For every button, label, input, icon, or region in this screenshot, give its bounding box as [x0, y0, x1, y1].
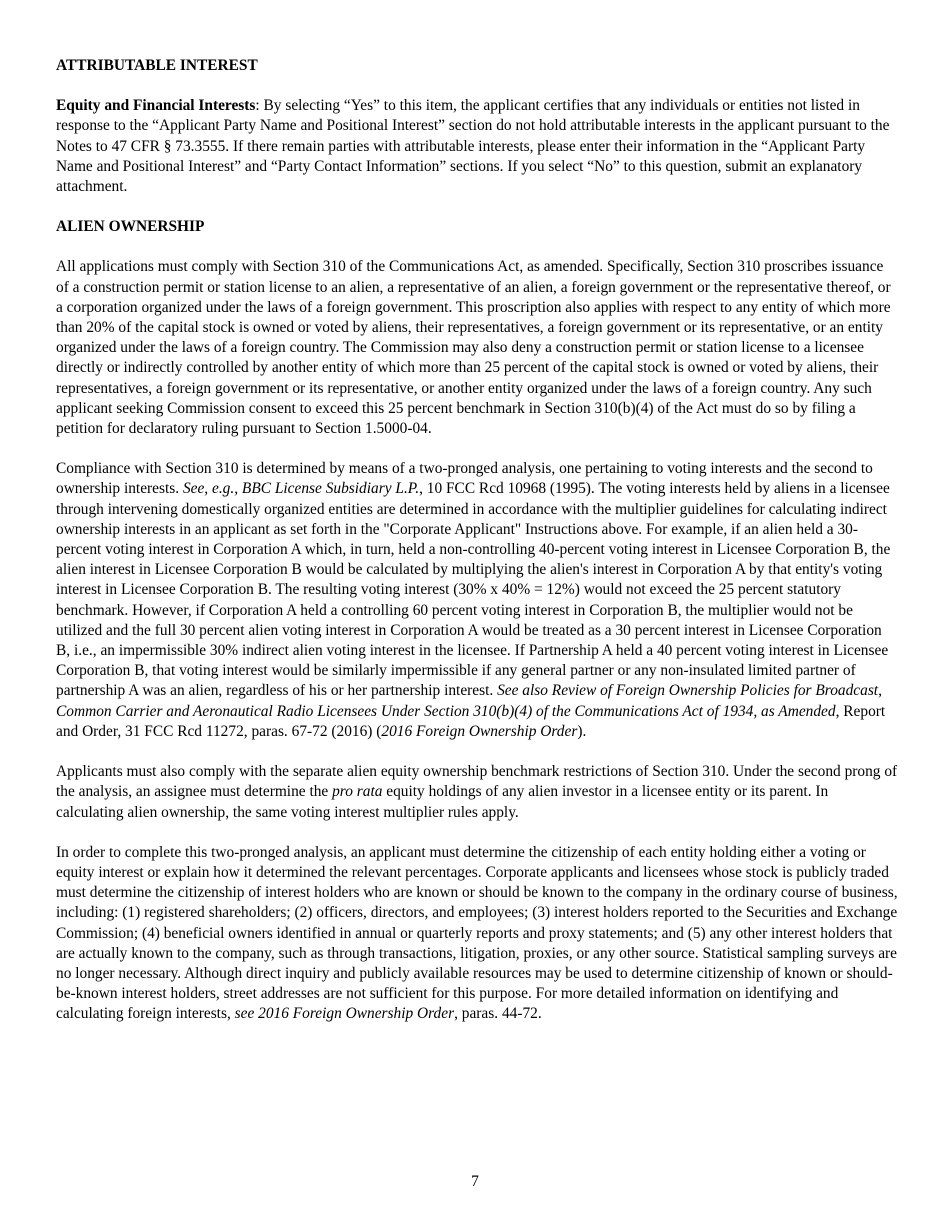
paragraph-text: ).	[577, 722, 587, 740]
paragraph-text: , 10 FCC Rcd 10968 (1995). The voting interests held by aliens in a licensee through intervening domestically organized entities are determined in accordance with the multiplier guidelines for calculating indirect ownership interests in an applicant as set forth in the "Corporate Applicant" Instructions above. For example, if an alien held a 30-percent voting interest in Corporation A which, in turn, held a non-controlling 40-percent voting interest in Licensee Corporation B, the alien interest in Licensee Corporation B would be calculated by multiplying the alien's interest in Corporation A by that entity's voting interest in Licensee Corporation B. The resulting voting interest (30% x 40% = 12%) would not exceed the 25 percent statutory benchmark. However, if Corporation A held a controlling 60 percent voting interest in Corporation B, the multiplier would not be utilized and the full 30 percent alien voting interest in Corporation A would be treated as a 30 percent interest in Licensee Corporation B, i.e., an impermissible 30% indirect alien voting interest in the licensee. If Partnership A held a 40 percent voting interest in Licensee Corporation B, that voting interest would be similarly impermissible if any general partner or any non-insulated limited partner of partnership A was an alien, regardless of his or her partnership interest.	[56, 480, 891, 700]
paragraph-text: , paras. 44-72.	[454, 1005, 542, 1023]
case-citation: See, e.g., BBC License Subsidiary L.P.	[182, 480, 420, 498]
page-number: 7	[471, 1173, 479, 1190]
paragraph-text: Compliance with Section 310 is determined by means of a two-pronged analysis, one pertaining to voting interests and the second to ownership interests.	[56, 460, 873, 498]
order-short-name: 2016 Foreign Ownership Order	[381, 722, 578, 740]
order-citation: see 2016 Foreign Ownership Order	[234, 1005, 455, 1023]
report-citation: See also Review of Foreign Ownership Policies for Broadcast, Common Carrier and Aeronautical Radio Licensees Under Section 310(b)(4) of the Communications Act of 1934, as Amended	[56, 682, 882, 720]
alien-ownership-paragraph-4	[56, 843, 898, 1025]
alien-ownership-paragraph-1: All applications must comply with Section 310 of the Communications Act, as amended. Specifically, Section 310 proscribes issuance of a construction permit or station license to an alien, a representative of an alien, a foreign government or the representative thereof, or a corporation organized under the laws of a foreign government. This proscription also applies with respect to any entity of which more than 20% of the capital stock is owned or voted by aliens, their representatives, a foreign government or its representative, or an entity organized under the laws of a foreign country. The Commission may also deny a construction permit or station license to a licensee directly or indirectly controlled by another entity of which more than 25 percent of the capital stock is owned or voted by aliens, their representatives, a foreign government or its representative, or another entity organized under the laws of a foreign country. Any such applicant seeking Commission consent to exceed this 25 percent benchmark in Section 310(b)(4) of the Act must do so by filing a petition for declaratory ruling pursuant to Section 1.5000-04.	[56, 258, 891, 438]
paragraph-text: , Report and Order, 31 FCC Rcd 11272, paras. 67-72 (2016) (	[56, 702, 886, 740]
paragraph-text: In order to complete this two-pronged analysis, an applicant must determine the citizenship of each entity holding either a voting or equity interest or explain how it determined the relevant percentages. Corporate applicants and licensees whose stock is publicly traded must determine the citizenship of interest holders who are known or should be known to the company in the ordinary course of business, including: (1) registered shareholders; (2) officers, directors, and employees; (3) interest holders reported to the Securities and Exchange Commission; (4) beneficial owners identified in annual or quarterly reports and proxy statements; and (5) any other interest holders that are actually known to the company, such as through transactions, litigation, proxies, or any other source. Statistical sampling surveys are no longer necessary. Although direct inquiry and publicly available resources may be used to determine citizenship of known or should-be-known interest holders, street addresses are not sufficient for this purpose. For more detailed information on identifying and calculating foreign interests,	[56, 843, 898, 1023]
equity-financial-interests-label: Equity and Financial Interests	[56, 97, 256, 115]
alien-ownership-heading: ALIEN OWNERSHIP	[56, 218, 205, 236]
alien-ownership-paragraph-2	[56, 459, 898, 742]
paragraph-text: Applicants must also comply with the separate alien equity ownership benchmark restrictions of Section 310. Under the second prong of the analysis, an assignee must determine the	[56, 763, 898, 801]
page-content	[56, 56, 898, 1045]
paragraph-text: equity holdings of any alien investor in a licensee entity or its parent. In calculating alien ownership, the same voting interest multiplier rules apply.	[56, 783, 829, 821]
attributable-interest-heading: ATTRIBUTABLE INTEREST	[56, 57, 258, 74]
paragraph-text: : By selecting “Yes” to this item, the applicant certifies that any individuals or entities not listed in response to the “Applicant Party Name and Positional Interest” section do not hold attributable interests in the applicant pursuant to the Notes to 47 CFR § 73.3555. If there remain parties with attributable interests, please enter their information in the “Applicant Party Name and Positional Interest” and “Party Contact Information” sections. If you select “No” to this question, submit an explanatory attachment.	[56, 97, 890, 196]
equity-financial-interests-paragraph	[56, 96, 898, 197]
pro-rata-term: pro rata	[332, 783, 383, 801]
alien-ownership-paragraph-3	[56, 762, 898, 823]
